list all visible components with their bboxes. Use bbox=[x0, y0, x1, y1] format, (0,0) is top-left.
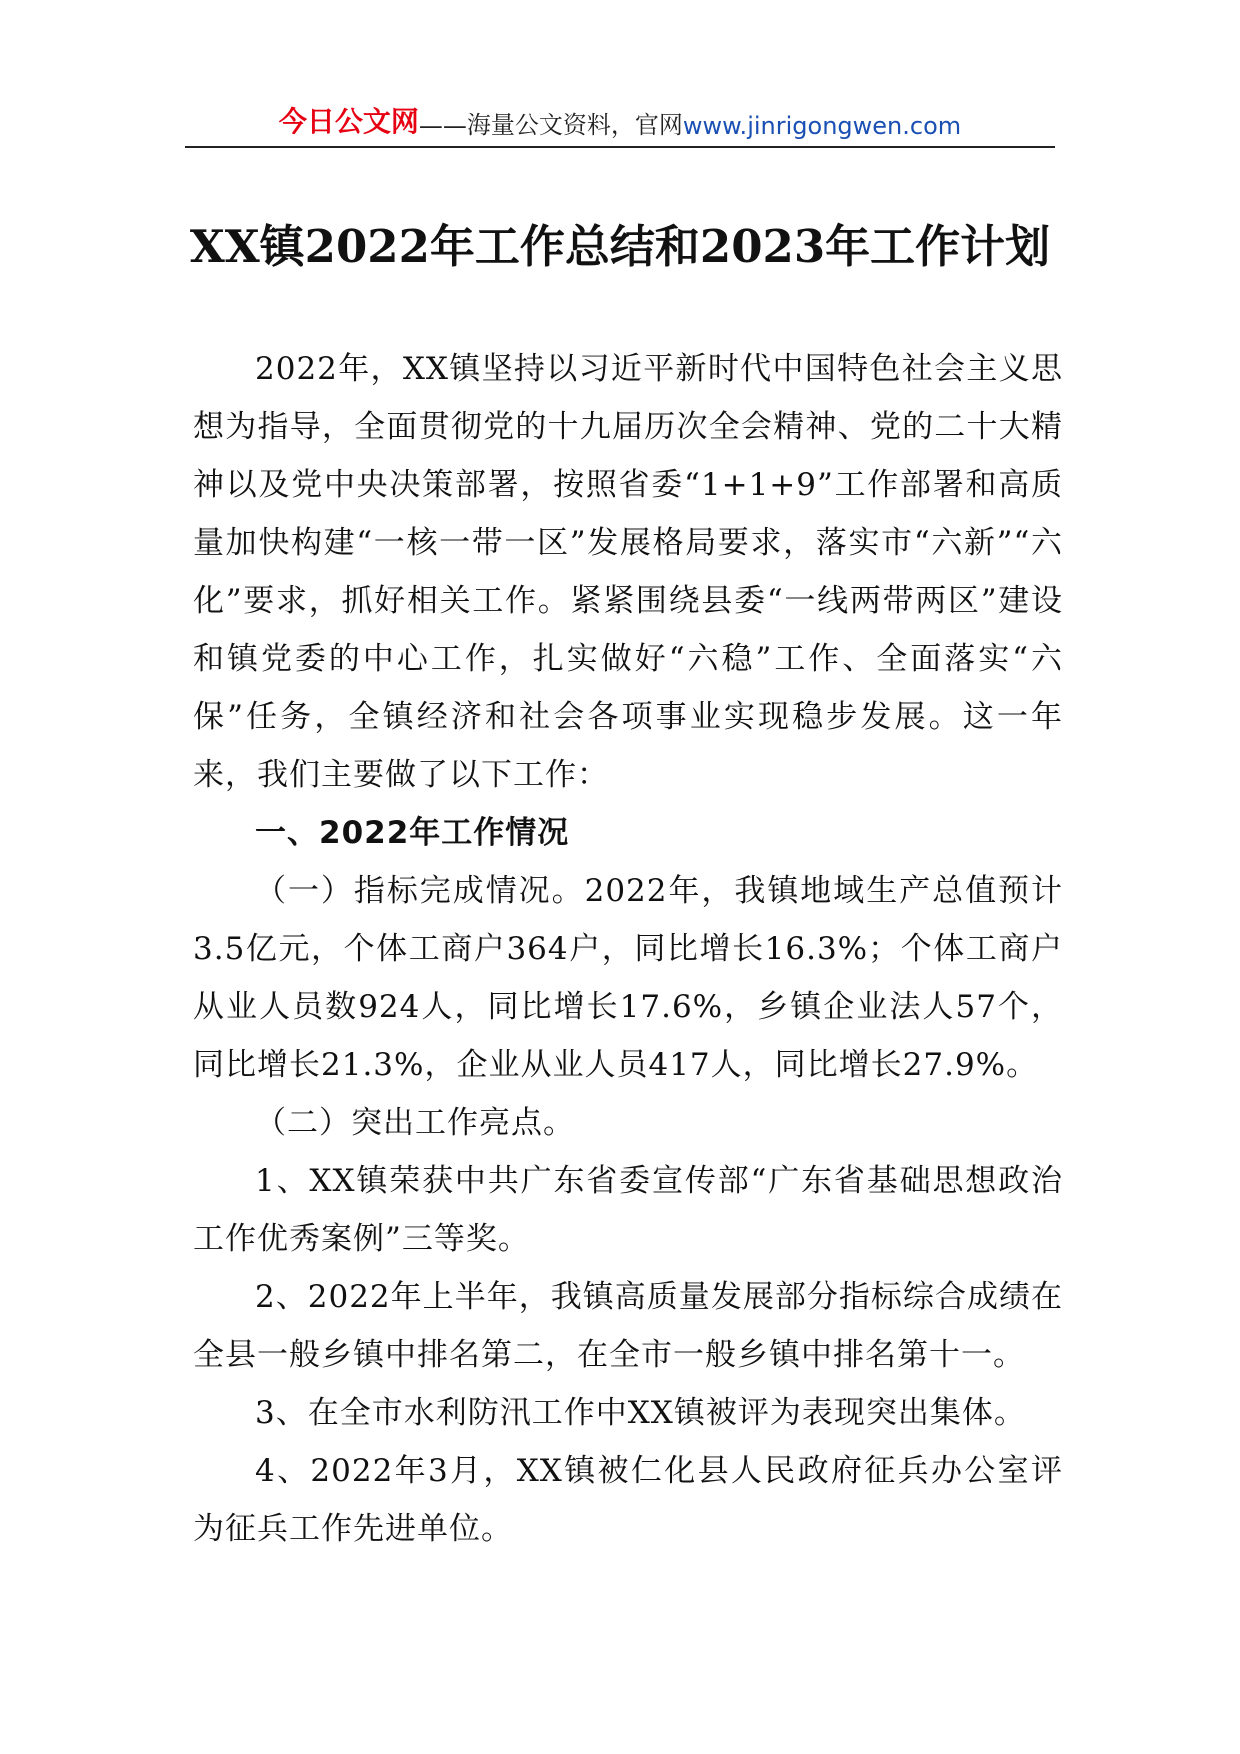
highlights-heading: （二）突出工作亮点。 bbox=[255, 1105, 575, 1141]
highlight-item-3: 3、在全市水利防汛工作中XX镇被评为表现突出集体。 bbox=[255, 1395, 1026, 1431]
intro-paragraph: 2022年，XX镇坚持以习近平新时代中国特色社会主义思想为指导，全面贯彻党的十九届历次全会精神、党的二十大精神以及党中央决策部署，按照省委“1+1+9”工作部署和高质量加快构建“一核一带一区”发展格局要求，落实市“六新”“六化”要求，抓好相关工作。紧紧围绕县委“一线两带两区”建设和镇党委的中心工作，扎实做好“六稳”工作、全面落实“六保”任务，全镇经济和社会各项事业实现稳步发展。这一年来，我们主要做了以下工作： bbox=[193, 351, 1063, 793]
highlight-item-4: 4、2022年3月，XX镇被仁化县人民政府征兵办公室评为征兵工作先进单位。 bbox=[193, 1453, 1063, 1547]
site-brand: 今日公文网 bbox=[278, 105, 419, 138]
site-url-link[interactable]: www.jinrigongwen.com bbox=[682, 112, 962, 140]
header-tagline: 海量公文资料，官网 bbox=[466, 111, 683, 139]
header-dash: —— bbox=[418, 112, 467, 140]
section-heading: 一、2022年工作情况 bbox=[255, 815, 570, 851]
document-body bbox=[193, 340, 1063, 1558]
indicator-paragraph: （一）指标完成情况。2022年，我镇地域生产总值预计3.5亿元，个体工商户364户，同比增长16.3%；个体工商户从业人员数924人，同比增长17.6%，乡镇企业法人57个，同比增长21.3%，企业从业人员417人，同比增长27.9%。 bbox=[193, 873, 1063, 1083]
highlight-item-1: 1、XX镇荣获中共广东省委宣传部“广东省基础思想政治工作优秀案例”三等奖。 bbox=[193, 1163, 1063, 1257]
site-header bbox=[185, 96, 1055, 148]
highlight-item-2: 2、2022年上半年，我镇高质量发展部分指标综合成绩在全县一般乡镇中排名第二，在全市一般乡镇中排名第十一。 bbox=[193, 1279, 1063, 1373]
document-title: XX镇2022年工作总结和2023年工作计划 bbox=[189, 220, 1051, 273]
